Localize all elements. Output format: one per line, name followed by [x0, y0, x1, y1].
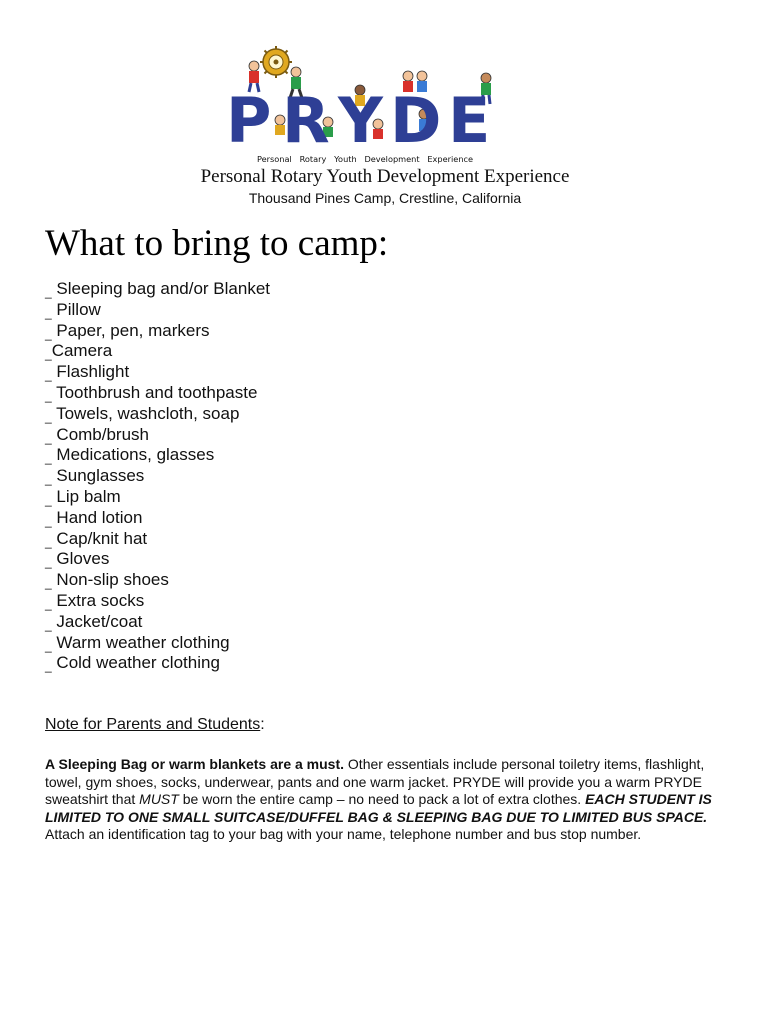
checklist-item: [45, 508, 270, 529]
checklist-marker: _: [45, 409, 52, 424]
checklist-marker: _: [45, 513, 52, 528]
logo-letter: E: [448, 84, 491, 157]
checklist-item: [45, 404, 270, 425]
checklist-item: [45, 487, 270, 508]
checklist-item: [45, 529, 270, 550]
checklist-marker: _: [45, 285, 52, 299]
checklist-item: [45, 341, 270, 362]
checklist-marker: _: [45, 472, 52, 487]
checklist-item: [45, 466, 270, 487]
checklist-item-label: Hand lotion: [51, 507, 143, 527]
program-subtitle: Personal Rotary Youth Development Experience: [200, 166, 570, 187]
checklist-marker: _: [45, 326, 52, 341]
checklist-item: [45, 633, 270, 654]
note-body: A Sleeping Bag or warm blankets are a must. Other essentials include personal toiletry items, flashlight, towel, gym shoes, socks, underwear, pants and one warm jacket. PRYDE will provide you a warm PRYDE sweatshirt that MUST be worn the entire camp – no need to pack a lot of extra clothes. EACH STUDENT IS LIMITED TO ONE SMALL SUITCASE/DUFFEL BAG & SLEEPING BAG DUE TO LIMITED BUS SPACE. Attach an identification tag to your bag with your name, telephone number and bus stop number.: [45, 756, 712, 843]
checklist-item-label: Cold weather clothing: [51, 653, 220, 673]
checklist-item: [45, 445, 270, 466]
logo-letter: P: [226, 84, 272, 157]
checklist-marker: _: [45, 534, 52, 549]
checklist-item: [45, 549, 270, 570]
checklist-item-label: Towels, washcloth, soap: [51, 403, 240, 423]
checklist-item: [45, 383, 270, 404]
checklist-item: [45, 362, 270, 383]
checklist-item-label: Paper, pen, markers: [51, 320, 210, 340]
checklist-marker: _: [45, 347, 52, 362]
checklist-marker: _: [45, 576, 52, 591]
logo-letter: D: [390, 84, 442, 157]
page-title: What to bring to camp:: [45, 223, 389, 264]
checklist-item-label: Cap/knit hat: [51, 528, 148, 548]
checklist-item-label: Camera: [51, 341, 113, 361]
rotary-wheel-icon: [260, 46, 292, 78]
checklist-item: [45, 425, 270, 446]
pryde-logo: [222, 44, 508, 166]
checklist-item: [45, 570, 270, 591]
camp-location: Thousand Pines Camp, Crestline, California: [248, 190, 522, 206]
checklist-item-label: Toothbrush and toothpaste: [51, 382, 258, 402]
checklist-item: [45, 321, 270, 342]
checklist-item-label: Medications, glasses: [51, 445, 215, 465]
checklist-marker: _: [45, 555, 52, 570]
logo-tagline: Personal Rotary Youth Development Experience: [256, 154, 474, 164]
checklist-marker: _: [45, 596, 52, 611]
checklist-item: [45, 279, 270, 300]
checklist-marker: _: [45, 617, 52, 632]
logo-letters: [226, 84, 490, 157]
checklist-item-label: Jacket/coat: [51, 611, 143, 631]
checklist-item-label: Sleeping bag and/or Blanket: [51, 279, 271, 298]
checklist-marker: _: [45, 638, 52, 653]
logo-letter: R: [282, 84, 330, 157]
checklist-marker: _: [45, 305, 52, 320]
checklist-item-label: Flashlight: [51, 362, 130, 382]
checklist-marker: _: [45, 430, 52, 445]
checklist-item-label: Pillow: [51, 299, 101, 319]
logo-letter: Y: [338, 84, 383, 157]
checklist-item: [45, 300, 270, 321]
checklist-item: [45, 653, 270, 674]
packing-checklist: [45, 279, 270, 674]
note-heading: Note for Parents and Students:: [45, 716, 265, 733]
checklist-item-label: Comb/brush: [51, 424, 150, 444]
checklist-item-label: Gloves: [51, 549, 110, 569]
checklist-item-label: Lip balm: [51, 486, 121, 506]
checklist-marker: _: [45, 388, 52, 403]
checklist-item-label: Non-slip shoes: [51, 570, 169, 590]
checklist-item: [45, 591, 270, 612]
checklist-marker: _: [45, 659, 52, 674]
checklist-item-label: Warm weather clothing: [51, 632, 230, 652]
checklist-marker: _: [45, 368, 52, 383]
checklist-marker: _: [45, 451, 52, 466]
checklist-item-label: Sunglasses: [51, 466, 145, 486]
checklist-marker: _: [45, 492, 52, 507]
checklist-item-label: Extra socks: [51, 590, 145, 610]
checklist-item: [45, 612, 270, 633]
